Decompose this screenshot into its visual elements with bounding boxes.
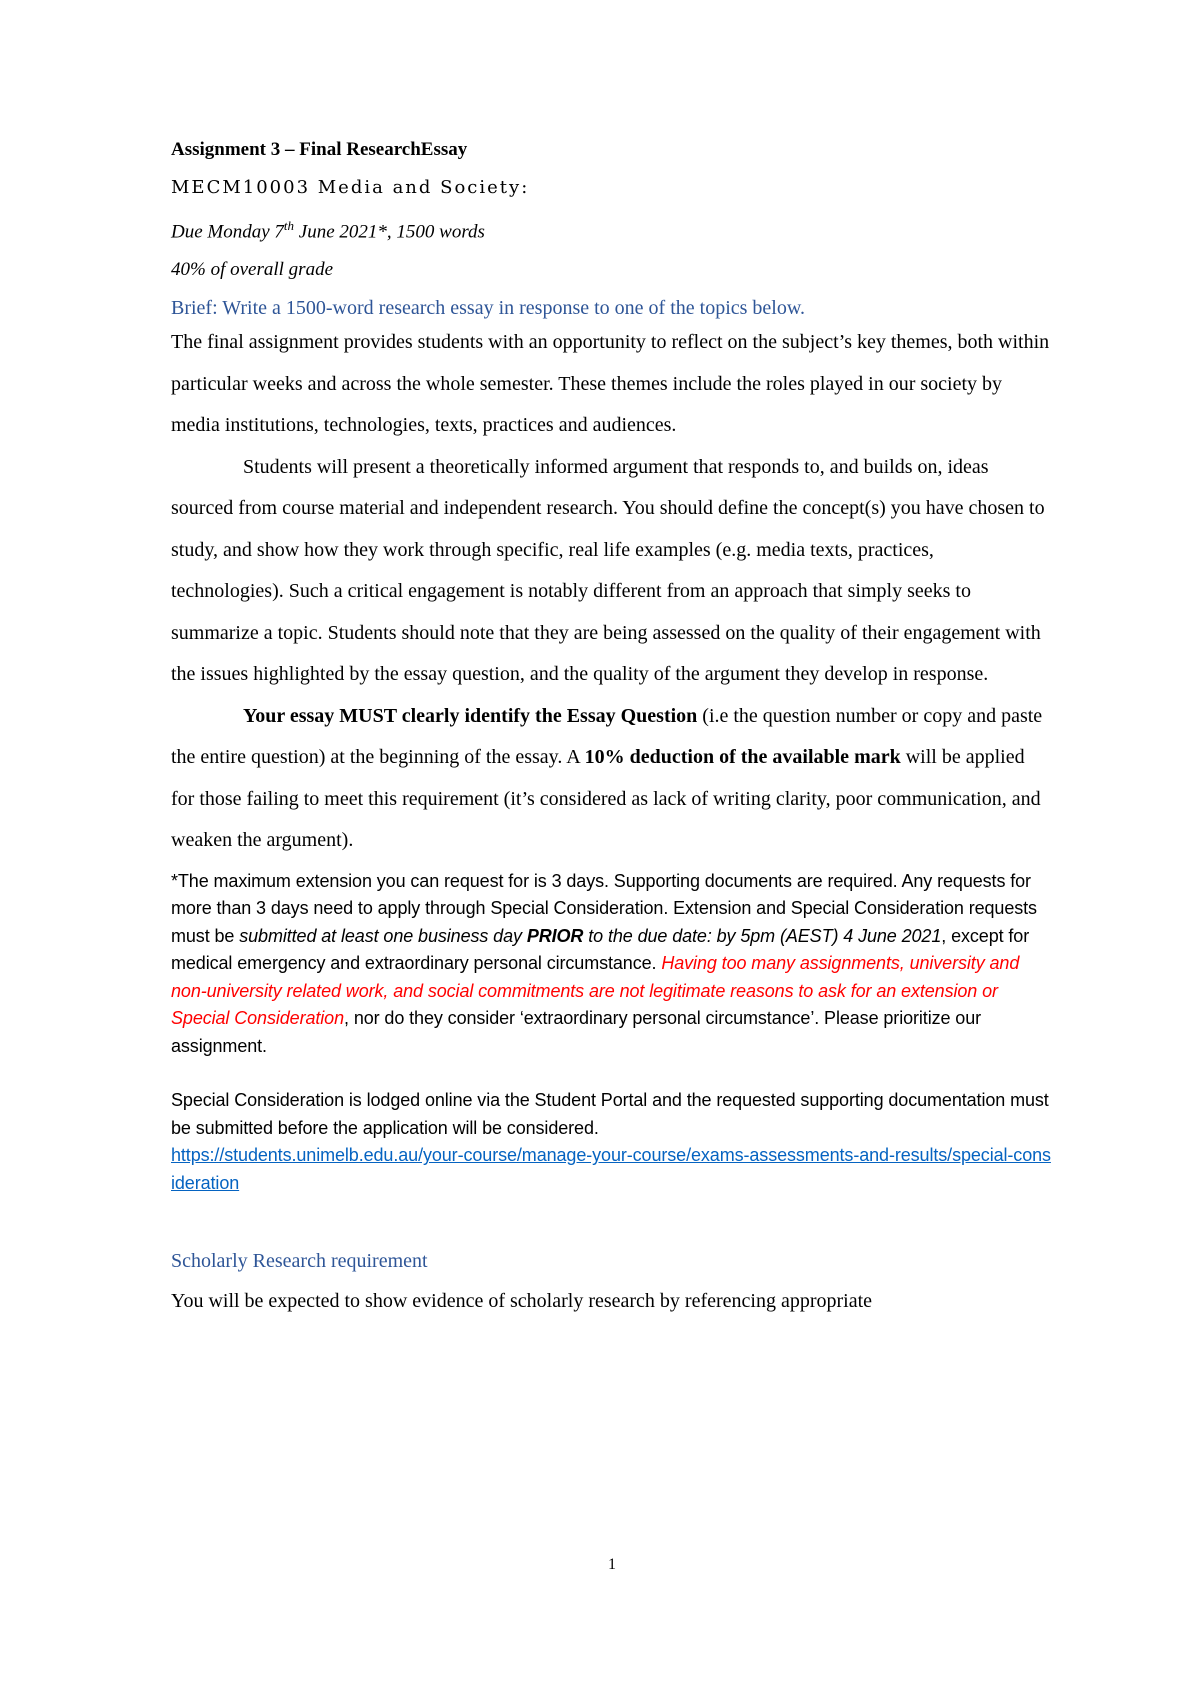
footnote-italic-2: to the due date: by 5pm (AEST) 4 June 2021 <box>583 925 942 946</box>
essay-question-requirement: Your essay MUST clearly identify the Essay Question <box>243 704 698 727</box>
due-date-sup: th <box>283 218 295 233</box>
assignment-title: Assignment 3 – Final ResearchEssay <box>171 139 468 160</box>
special-consideration-text: Special Consideration is lodged online via the Student Portal and the requested supporting documentation must be submitted before the application will be considered. <box>171 1090 1049 1138</box>
section-heading: Scholarly Research requirement <box>171 1250 428 1273</box>
extension-footnote <box>171 868 1051 1061</box>
grade-weight: 40% of overall grade <box>171 259 334 281</box>
course-name: MECM10003 Media and Society: <box>171 177 530 198</box>
due-date <box>171 212 1051 246</box>
special-consideration-paragraph <box>171 1087 1051 1197</box>
essay-question-text-1: (i.e the question number or copy and paste the entire question) at the beginning of the essay. A <box>171 704 1043 769</box>
essay-question-paragraph <box>171 696 1051 862</box>
deduction-notice: 10% deduction of the available mark <box>584 746 901 769</box>
document-content <box>171 136 1051 1315</box>
footnote-text-1: *The maximum extension you can request for is 3 days. Supporting documents are required. Any requests for more than 3 days need to apply through Special Consideration. Extension and Special Consideration requests must be <box>171 870 1037 946</box>
footnote-text-2: , except for medical emergency and extraordinary personal circumstance. <box>171 925 1030 974</box>
essay-question-text-2: will be applied for those failing to meet this requirement (it’s considered as lack of writing clarity, poor communication, and weaken the argument). <box>171 746 1041 852</box>
research-paragraph: You will be expected to show evidence of scholarly research by referencing appropriate <box>171 1290 873 1313</box>
special-consideration-link[interactable]: https://students.unimelb.edu.au/your-course/manage-your-course/exams-assessments-and-results/special-consideration <box>171 1145 1051 1193</box>
footnote-text-3: , nor do they consider ‘extraordinary personal circumstance’. Please prioritize our assignment. <box>171 1008 982 1056</box>
due-date-suffix: June 2021*, 1500 words <box>294 221 485 243</box>
footnote-italic-1: submitted at least one business day <box>239 925 527 946</box>
spacer <box>171 1060 1051 1087</box>
due-date-prefix: Due Monday 7 <box>171 221 284 243</box>
brief: Brief: Write a 1500-word research essay in response to one of the topics below. <box>171 297 806 320</box>
argument-paragraph: Students will present a theoretically informed argument that responds to, and builds on, ideas sourced from course material and independent research. You should define the concept(s) you have chosen to study, and show how they work through specific, real life examples (e.g. media texts, practices, technologies). Such a critical engagement is notably different from an approach that simply seeks to summarize a topic. Students should note that they are being assessed on the quality of their engagement with the issues highlighted by the essay question, and the quality of the argument they develop in response. <box>171 455 1045 686</box>
footnote-prior: PRIOR <box>526 925 584 946</box>
intro-paragraph: The final assignment provides students with an opportunity to reflect on the subject’s key themes, both within particular weeks and across the whole semester. These themes include the roles played in our society by media institutions, technologies, texts, practices and audiences. <box>171 331 1050 437</box>
footnote-warning: Having too many assignments, university and non-university related work, and social commitments are not legitimate reasons to ask for an extension or Special Consideration <box>171 953 1020 1029</box>
page-number: 1 <box>608 1556 616 1573</box>
